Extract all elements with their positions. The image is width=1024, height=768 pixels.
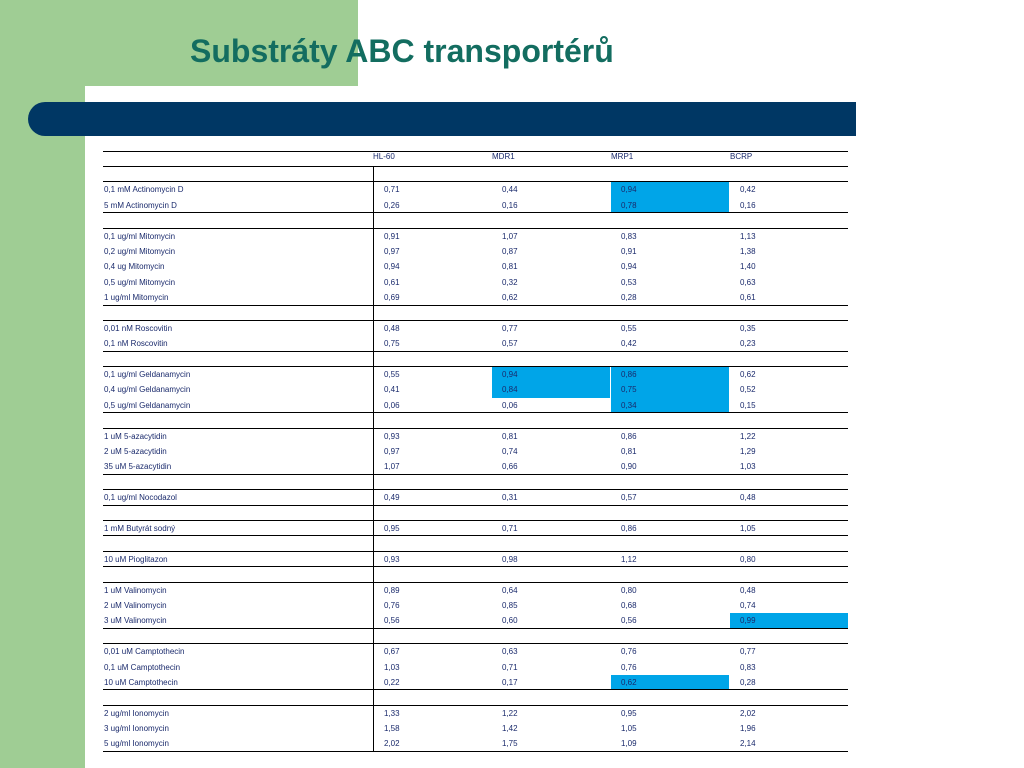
value-cell-hl60: 0,94 bbox=[373, 259, 491, 274]
spacer-divider bbox=[373, 167, 491, 181]
value-cell-mdr1: 0,57 bbox=[502, 339, 518, 349]
spacer-divider bbox=[373, 629, 491, 643]
value-cell-mdr1: 0,87 bbox=[502, 246, 518, 256]
group-spacer bbox=[103, 213, 848, 228]
substance-name: 3 uM Valinomycin bbox=[104, 616, 167, 626]
value-cell-hl60: 2,02 bbox=[373, 736, 491, 750]
table-row bbox=[103, 259, 848, 274]
substance-name: 5 mM Actinomycin D bbox=[104, 200, 177, 210]
value-cell-hl60: 1,58 bbox=[373, 721, 491, 736]
table-header-row bbox=[103, 151, 848, 167]
substance-name: 0,4 ug/ml Geldanamycin bbox=[104, 385, 191, 395]
substance-name: 0,1 mM Actinomycin D bbox=[104, 185, 184, 195]
value-cell-hl60: 0,69 bbox=[373, 290, 491, 304]
value-cell-bcrp: 1,13 bbox=[740, 231, 756, 241]
spacer-divider bbox=[373, 413, 491, 427]
value-cell-mrp1: 0,86 bbox=[611, 367, 729, 382]
value-cell-hl60: 0,55 bbox=[373, 367, 491, 382]
substance-name: 10 uM Pioglitazon bbox=[104, 554, 168, 564]
value-cell-mrp1: 0,76 bbox=[621, 662, 637, 672]
value-cell-bcrp: 0,52 bbox=[740, 385, 756, 395]
value-cell-mdr1: 0,77 bbox=[502, 323, 518, 333]
value-cell-bcrp: 1,40 bbox=[740, 262, 756, 272]
value-cell-mdr1: 0,31 bbox=[502, 493, 518, 503]
value-cell-bcrp: 0,48 bbox=[740, 585, 756, 595]
table-row bbox=[103, 182, 848, 197]
value-cell-bcrp: 1,38 bbox=[740, 246, 756, 256]
value-cell-bcrp: 0,28 bbox=[740, 677, 756, 687]
value-cell-mrp1: 0,94 bbox=[621, 262, 637, 272]
value-cell-mdr1: 0,98 bbox=[502, 554, 518, 564]
substance-name: 0,1 ug/ml Geldanamycin bbox=[104, 370, 191, 380]
value-cell-mrp1: 0,86 bbox=[621, 431, 637, 441]
value-cell-mdr1: 0,17 bbox=[502, 677, 518, 687]
substance-name: 0,1 ug/ml Mitomycin bbox=[104, 231, 176, 241]
value-cell-mdr1: 0,71 bbox=[502, 523, 518, 533]
substance-name: 5 ug/ml Ionomycin bbox=[104, 739, 169, 749]
table-row bbox=[103, 398, 848, 413]
substance-name: 35 uM 5-azacytidin bbox=[104, 462, 172, 472]
substance-name: 0,4 ug Mitomycin bbox=[104, 262, 165, 272]
substance-name: 0,2 ug/ml Mitomycin bbox=[104, 246, 176, 256]
table-row bbox=[103, 275, 848, 290]
group-spacer bbox=[103, 536, 848, 551]
value-cell-bcrp: 0,15 bbox=[740, 400, 756, 410]
value-cell-bcrp: 2,02 bbox=[740, 708, 756, 718]
group-spacer bbox=[103, 567, 848, 582]
value-cell-mrp1: 0,57 bbox=[621, 493, 637, 503]
value-cell-mdr1: 0,66 bbox=[502, 462, 518, 472]
value-cell-hl60: 0,76 bbox=[373, 598, 491, 613]
group-spacer bbox=[103, 352, 848, 367]
table-row bbox=[103, 521, 848, 536]
column-header-bcrp: BCRP bbox=[730, 152, 753, 161]
value-cell-bcrp: 0,35 bbox=[740, 323, 756, 333]
value-cell-mdr1: 0,63 bbox=[502, 647, 518, 657]
table-row bbox=[103, 613, 848, 628]
table-row bbox=[103, 459, 848, 474]
value-cell-bcrp: 1,22 bbox=[740, 431, 756, 441]
value-cell-bcrp: 0,77 bbox=[740, 647, 756, 657]
value-cell-mdr1: 0,71 bbox=[502, 662, 518, 672]
group-spacer bbox=[103, 475, 848, 490]
value-cell-mrp1: 0,90 bbox=[621, 462, 637, 472]
substance-name: 1 mM Butyrát sodný bbox=[104, 523, 176, 533]
value-cell-mdr1: 1,42 bbox=[502, 724, 518, 734]
value-cell-mdr1: 0,62 bbox=[502, 293, 518, 303]
value-cell-mdr1: 0,16 bbox=[502, 200, 518, 210]
substance-name: 3 ug/ml Ionomycin bbox=[104, 724, 169, 734]
value-cell-hl60: 0,67 bbox=[373, 644, 491, 659]
table-row bbox=[103, 336, 848, 351]
value-cell-hl60: 0,97 bbox=[373, 444, 491, 459]
table-row bbox=[103, 706, 848, 721]
value-cell-mrp1: 0,95 bbox=[621, 708, 637, 718]
value-cell-bcrp: 0,83 bbox=[740, 662, 756, 672]
value-cell-bcrp: 0,16 bbox=[740, 200, 756, 210]
value-cell-mdr1: 1,75 bbox=[502, 739, 518, 749]
substance-name: 2 ug/ml Ionomycin bbox=[104, 708, 169, 718]
value-cell-mdr1: 0,81 bbox=[502, 431, 518, 441]
spacer-divider bbox=[373, 306, 491, 320]
value-cell-hl60: 0,61 bbox=[373, 275, 491, 290]
value-cell-hl60: 0,93 bbox=[373, 552, 491, 566]
value-cell-mrp1: 0,86 bbox=[621, 523, 637, 533]
value-cell-mdr1: 0,74 bbox=[502, 447, 518, 457]
table-row bbox=[103, 367, 848, 382]
value-cell-bcrp: 0,61 bbox=[740, 293, 756, 303]
substance-name: 1 uM 5-azacytidin bbox=[104, 431, 167, 441]
table-row bbox=[103, 490, 848, 505]
group-spacer bbox=[103, 167, 848, 182]
value-cell-mdr1: 0,84 bbox=[492, 382, 610, 397]
spacer-divider bbox=[373, 567, 491, 581]
column-header-hl60: HL-60 bbox=[373, 152, 395, 161]
table-row bbox=[103, 290, 848, 305]
group-spacer bbox=[103, 629, 848, 644]
value-cell-mdr1: 0,81 bbox=[502, 262, 518, 272]
spacer-divider bbox=[373, 213, 491, 227]
value-cell-hl60: 1,33 bbox=[373, 706, 491, 721]
value-cell-mrp1: 0,42 bbox=[621, 339, 637, 349]
substance-name: 2 uM 5-azacytidin bbox=[104, 447, 167, 457]
value-cell-mrp1: 0,81 bbox=[621, 447, 637, 457]
value-cell-mrp1: 0,76 bbox=[621, 647, 637, 657]
table-row bbox=[103, 198, 848, 213]
value-cell-bcrp: 0,99 bbox=[730, 613, 848, 627]
value-cell-bcrp: 0,63 bbox=[740, 277, 756, 287]
value-cell-bcrp: 0,42 bbox=[740, 185, 756, 195]
value-cell-mdr1: 0,32 bbox=[502, 277, 518, 287]
value-cell-mrp1: 0,62 bbox=[611, 675, 729, 689]
table-row bbox=[103, 552, 848, 567]
table-row bbox=[103, 244, 848, 259]
table-row bbox=[103, 598, 848, 613]
value-cell-mrp1: 1,05 bbox=[621, 724, 637, 734]
group-spacer bbox=[103, 506, 848, 521]
value-cell-hl60: 0,91 bbox=[373, 229, 491, 244]
value-cell-mrp1: 0,83 bbox=[621, 231, 637, 241]
substance-name: 0,5 ug/ml Geldanamycin bbox=[104, 400, 191, 410]
value-cell-mrp1: 1,12 bbox=[621, 554, 637, 564]
spacer-divider bbox=[373, 352, 491, 366]
value-cell-hl60: 0,06 bbox=[373, 398, 491, 412]
table-row bbox=[103, 736, 848, 751]
value-cell-mrp1: 0,80 bbox=[621, 585, 637, 595]
value-cell-hl60: 0,48 bbox=[373, 321, 491, 336]
value-cell-bcrp: 1,29 bbox=[740, 447, 756, 457]
column-header-mrp1: MRP1 bbox=[611, 152, 634, 161]
value-cell-mdr1: 0,44 bbox=[502, 185, 518, 195]
value-cell-hl60: 0,93 bbox=[373, 429, 491, 444]
value-cell-mrp1: 0,91 bbox=[621, 246, 637, 256]
value-cell-mrp1: 0,53 bbox=[621, 277, 637, 287]
value-cell-mrp1: 0,94 bbox=[611, 182, 729, 197]
column-header-mdr1: MDR1 bbox=[492, 152, 515, 161]
value-cell-mrp1: 0,55 bbox=[621, 323, 637, 333]
value-cell-mdr1: 1,22 bbox=[502, 708, 518, 718]
value-cell-mrp1: 1,09 bbox=[621, 739, 637, 749]
group-spacer bbox=[103, 413, 848, 428]
value-cell-hl60: 0,97 bbox=[373, 244, 491, 259]
value-cell-mdr1: 0,60 bbox=[502, 616, 518, 626]
slide-title: Substráty ABC transportérů bbox=[190, 33, 614, 69]
value-cell-bcrp: 2,14 bbox=[740, 739, 756, 749]
table-body bbox=[103, 167, 848, 752]
substance-name: 1 uM Valinomycin bbox=[104, 585, 167, 595]
value-cell-hl60: 0,56 bbox=[373, 613, 491, 627]
table-row bbox=[103, 660, 848, 675]
value-cell-mrp1: 0,56 bbox=[621, 616, 637, 626]
table-row bbox=[103, 429, 848, 444]
table-row bbox=[103, 644, 848, 659]
table-row bbox=[103, 382, 848, 397]
substrate-table bbox=[103, 151, 848, 752]
value-cell-mrp1: 0,34 bbox=[611, 398, 729, 412]
substance-name: 10 uM Camptothecin bbox=[104, 677, 178, 687]
value-cell-hl60: 0,71 bbox=[373, 182, 491, 197]
table-row bbox=[103, 583, 848, 598]
value-cell-bcrp: 1,96 bbox=[740, 724, 756, 734]
value-cell-hl60: 1,03 bbox=[373, 660, 491, 675]
group-spacer bbox=[103, 306, 848, 321]
value-cell-bcrp: 0,48 bbox=[740, 493, 756, 503]
table-row bbox=[103, 444, 848, 459]
value-cell-hl60: 0,95 bbox=[373, 521, 491, 535]
value-cell-mrp1: 0,28 bbox=[621, 293, 637, 303]
value-cell-mdr1: 0,64 bbox=[502, 585, 518, 595]
substance-name: 0,1 ug/ml Nocodazol bbox=[104, 493, 177, 503]
table-row bbox=[103, 675, 848, 690]
value-cell-mdr1: 0,06 bbox=[502, 400, 518, 410]
table-row bbox=[103, 229, 848, 244]
table-row bbox=[103, 321, 848, 336]
spacer-divider bbox=[373, 506, 491, 520]
substance-name: 0,01 nM Roscovitin bbox=[104, 323, 173, 333]
value-cell-bcrp: 0,74 bbox=[740, 600, 756, 610]
value-cell-bcrp: 1,03 bbox=[740, 462, 756, 472]
value-cell-bcrp: 0,23 bbox=[740, 339, 756, 349]
value-cell-mrp1: 0,78 bbox=[611, 198, 729, 212]
spacer-divider bbox=[373, 536, 491, 550]
value-cell-bcrp: 0,62 bbox=[740, 370, 756, 380]
value-cell-bcrp: 0,80 bbox=[740, 554, 756, 564]
spacer-divider bbox=[373, 475, 491, 489]
substance-name: 0,1 nM Roscovitin bbox=[104, 339, 168, 349]
value-cell-hl60: 0,26 bbox=[373, 198, 491, 212]
substance-name: 1 ug/ml Mitomycin bbox=[104, 293, 169, 303]
substance-name: 0,01 uM Camptothecin bbox=[104, 647, 185, 657]
value-cell-hl60: 0,49 bbox=[373, 490, 491, 504]
substance-name: 0,1 uM Camptothecin bbox=[104, 662, 181, 672]
value-cell-hl60: 0,41 bbox=[373, 382, 491, 397]
value-cell-mdr1: 1,07 bbox=[502, 231, 518, 241]
value-cell-hl60: 0,22 bbox=[373, 675, 491, 689]
table-row bbox=[103, 721, 848, 736]
value-cell-hl60: 0,89 bbox=[373, 583, 491, 598]
value-cell-mrp1: 0,68 bbox=[621, 600, 637, 610]
spacer-divider bbox=[373, 690, 491, 704]
value-cell-mrp1: 0,75 bbox=[611, 382, 729, 397]
substance-name: 0,5 ug/ml Mitomycin bbox=[104, 277, 176, 287]
value-cell-mdr1: 0,85 bbox=[502, 600, 518, 610]
title-underline-bar bbox=[28, 102, 856, 136]
value-cell-hl60: 1,07 bbox=[373, 459, 491, 473]
group-spacer bbox=[103, 690, 848, 705]
substance-name: 2 uM Valinomycin bbox=[104, 600, 167, 610]
value-cell-mdr1: 0,94 bbox=[492, 367, 610, 382]
value-cell-hl60: 0,75 bbox=[373, 336, 491, 350]
value-cell-bcrp: 1,05 bbox=[740, 523, 756, 533]
